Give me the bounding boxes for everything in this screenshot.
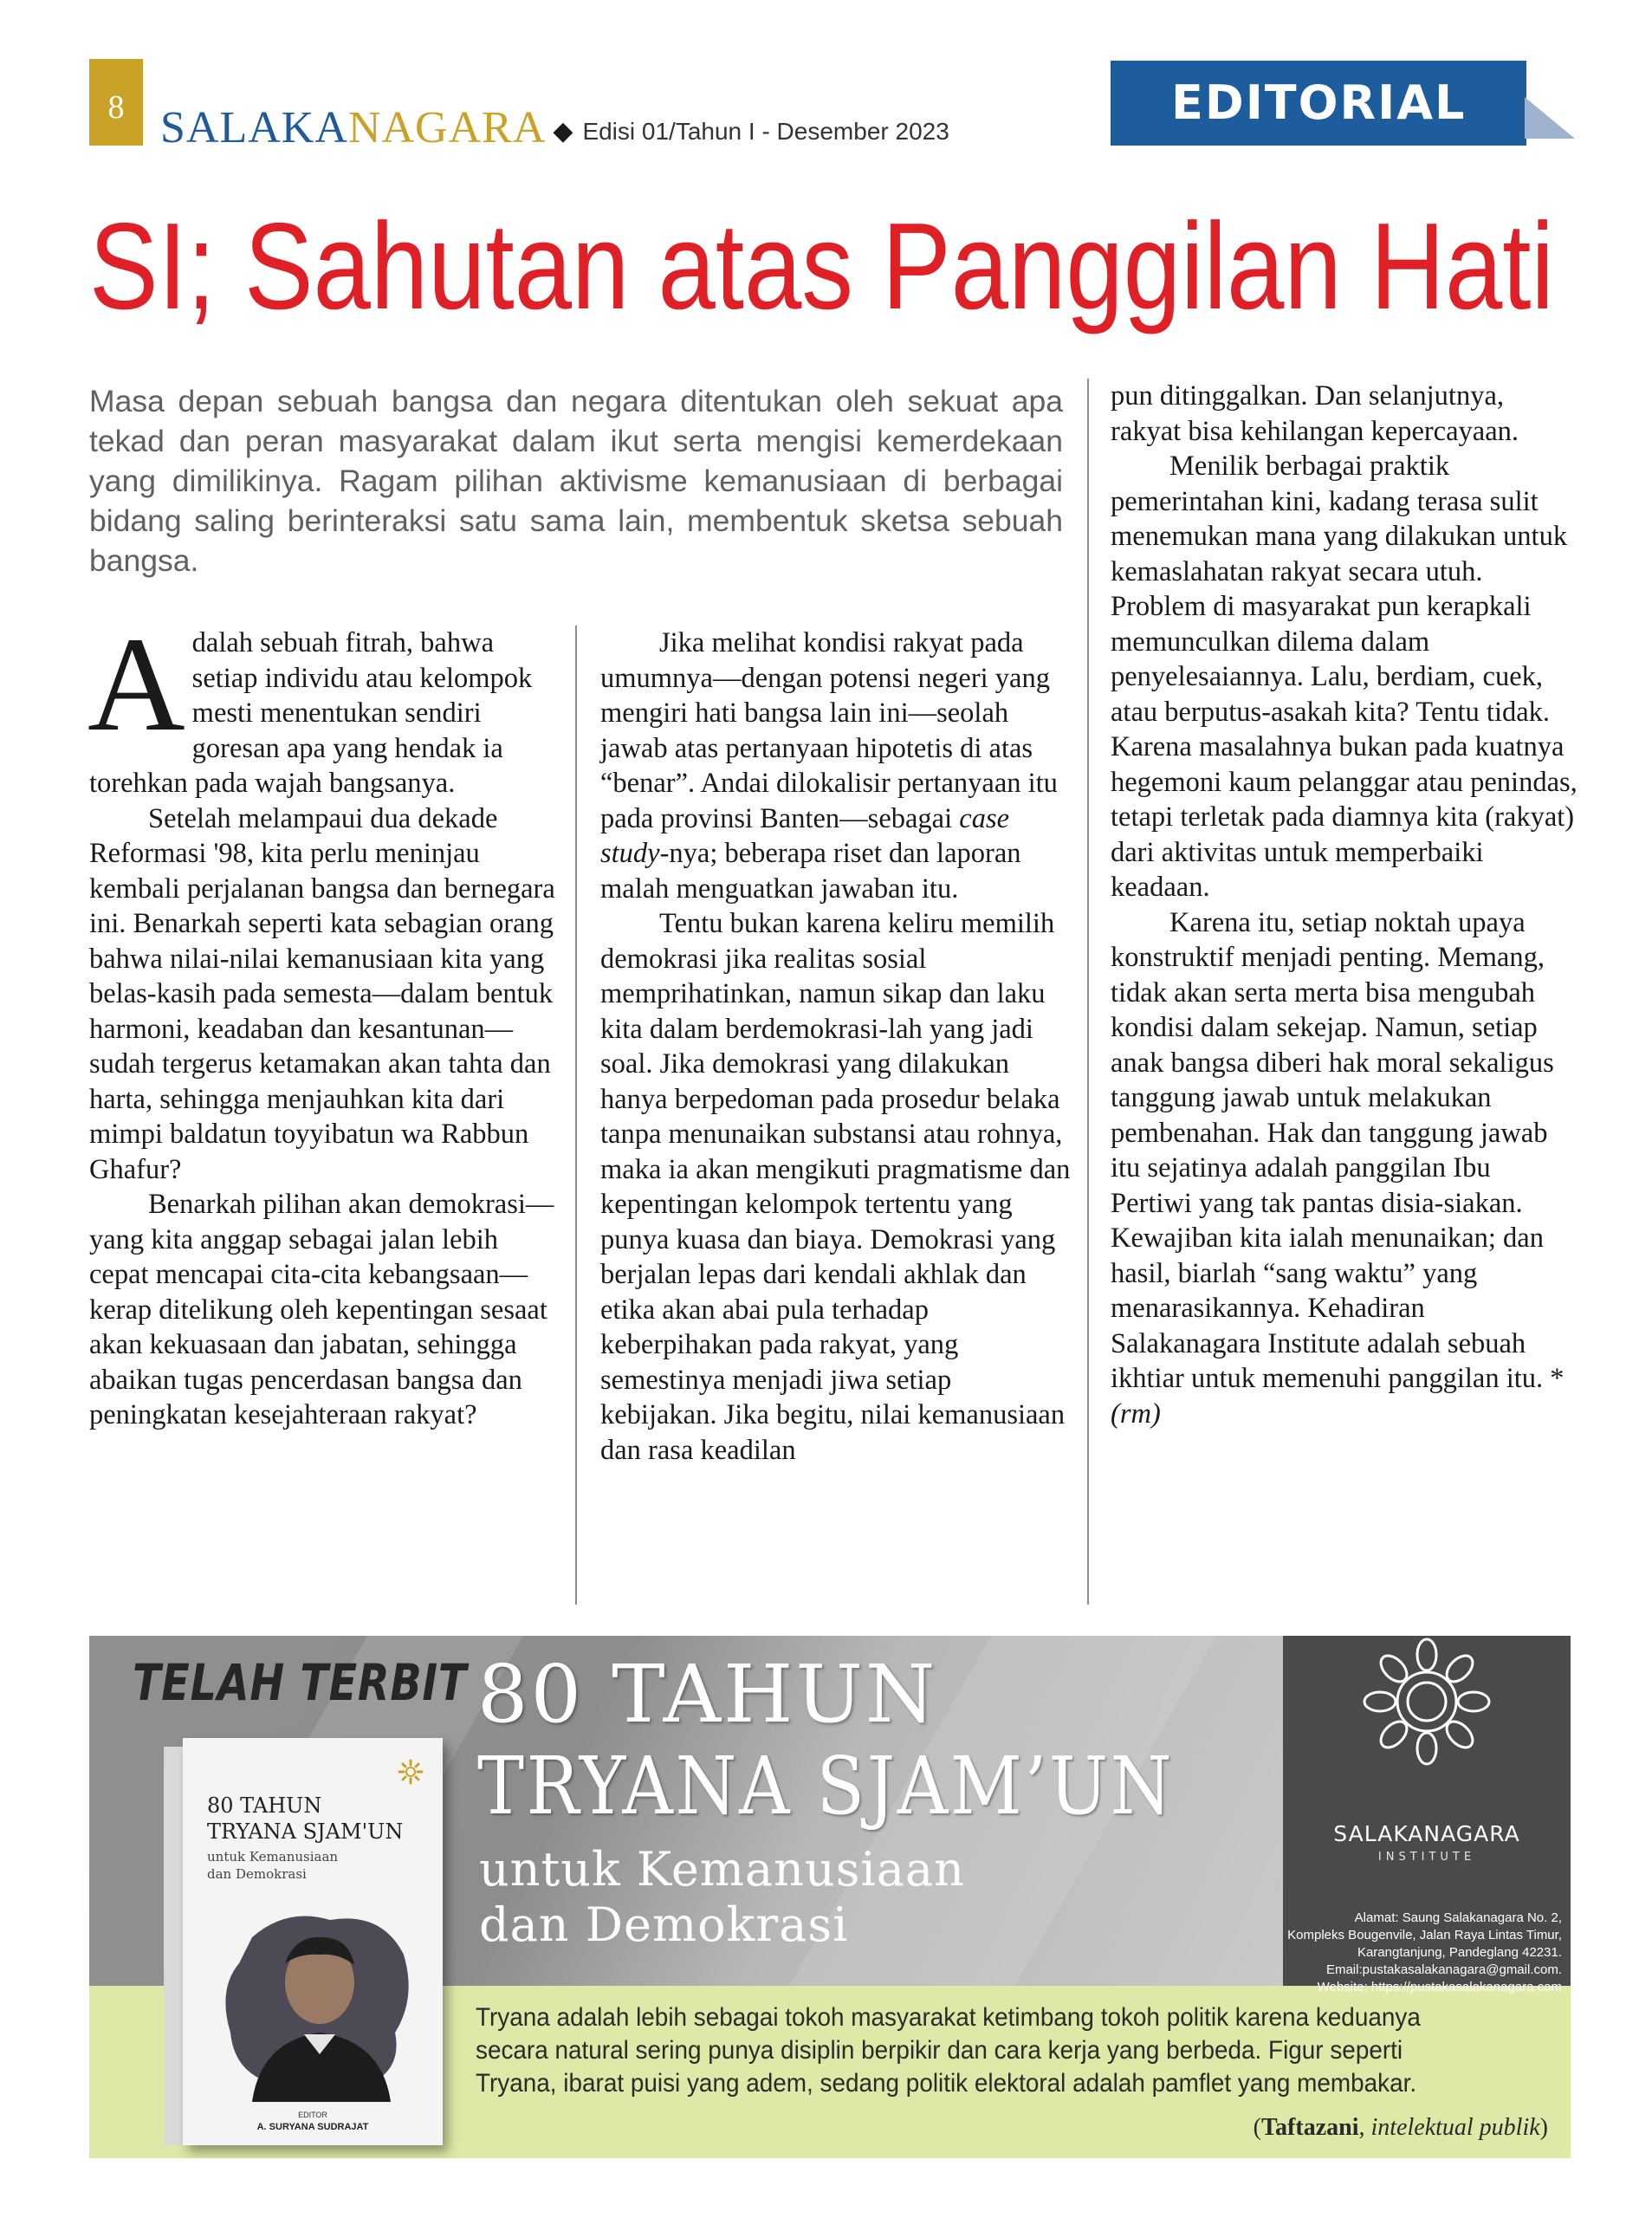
book-editor-label: EDITOR (298, 2111, 327, 2119)
masthead-salaka: SALAKA (160, 103, 348, 152)
institute-flower-logo-icon (1357, 1636, 1496, 1775)
ad-title-line2: TRYANA SJAM’UN (477, 1740, 1175, 1832)
masthead (160, 102, 949, 158)
drop-cap: A (87, 609, 185, 759)
book-subtitle-line2: dan Demokrasi (207, 1866, 307, 1882)
ad-kicker: TELAH TERBIT (133, 1653, 468, 1712)
book-editor-name: A. SURYANA SUDRAJAT (256, 2122, 369, 2132)
institute-email: Email:pustakasalakanagara@gmail.com. (1325, 1962, 1562, 1977)
article-lead: Masa depan sebuah bangsa dan negara ditentukan oleh sekuat apa tekad dan peran masyarakat dalam ikut serta mengisi kemerdekaan yang dimilikinya. Ragam pilihan aktivisme kemanusiaan di berbagai bidang saling berinteraksi satu sama lain, membentuk sketsa sebuah bangsa. (89, 384, 1063, 578)
author-portrait (217, 1903, 417, 2106)
book-spine (164, 1747, 185, 2145)
paragraph: Benarkah pilihan akan demokrasi—yang kita anggap sebagai jalan lebih cepat mencapai cita-cita kebangsaan—kerap ditelikung oleh kepentingan sesaat akan kekuasaan dan jabatan, sehingga abaikan tugas pencerdasan bangsa dan peningkatan kesejahteraan rakyat? (89, 1189, 554, 1430)
institute-subtitle: INSTITUTE (1377, 1851, 1476, 1864)
paragraph-text: dalah sebuah fitrah, bahwa setiap individu atau kelompok mesti menentukan sendiri goresan apa yang hendak ia torehkan pada wajah bangsanya. (89, 627, 533, 799)
edition-label: Edisi 01/Tahun I - Desember 2023 (582, 118, 949, 146)
sun-logo-icon (398, 1759, 424, 1789)
section-tab: EDITORIAL (1111, 61, 1526, 146)
institute-address-line: Karangtanjung, Pandeglang 42231. (1357, 1945, 1562, 1960)
author-signature: (rm) (1111, 1398, 1161, 1430)
testimonial-quote: Tryana adalah lebih sebagai tokoh masyarakat ketimbang tokoh politik karena keduanya secara natural sering punya disiplin berpikir dan cara kerja yang berbeda. Figur seperti Tryana, ibarat puisi yang adem, sedang politik elektoral adalah pamflet yang membakar. (476, 2003, 1421, 2098)
institute-website: Website: https://pustakasalakanagara.com (1317, 1980, 1562, 1994)
paragraph: Menilik berbagai praktik pemerintahan kini, kadang terasa sulit menemukan mana yang dilakukan untuk kemaslahatan rakyat secara utuh. Problem di masyarakat pun kerapkali memunculkan dilema dalam penyelesaiannya. Lalu, berdiam, cuek, atau berputus-asakah kita? Tentu tidak. Karena masalahnya bukan pada kuatnya hegemoni kaum pelanggar atau penindas, tetapi terletak pada diamnya kita (rakyat) dari aktivitas untuk memperbaiki keadaan. (1111, 451, 1577, 903)
book-advertisement (89, 1636, 1571, 2158)
book-title-line2: TRYANA SJAM'UN (207, 1819, 404, 1844)
paragraph-text: -nya; beberapa riset dan laporan malah menguatkan jawaban itu. (600, 838, 1021, 905)
book-subtitle-line1: untuk Kemanusiaan (207, 1849, 339, 1865)
masthead-nagara: NAGARA (347, 103, 547, 152)
article-column-1 (87, 609, 561, 1433)
book-title-line1: 80 TAHUN (207, 1793, 322, 1818)
institute-name: SALAKANAGARA (1333, 1821, 1520, 1846)
paragraph: Setelah melampaui dua dekade Reformasi '98, kita perlu meninjau kembali perjalanan bangsa dan bernegara ini. Benarkah seperti kata sebagian orang bahwa nilai-nilai kemanusiaan kita yang belas-kasih pada semesta—dalam bentuk harmoni, keadaban dan kesantunan—sudah tergerus ketamakan akan tahta dan harta, sehingga menjauhkan kita dari mimpi baldatun toyyibatun wa Rabbun Ghafur? (89, 802, 555, 1185)
institute-address-line: Kompleks Bougenvile, Jalan Raya Lintas Timur, (1287, 1928, 1562, 1942)
paragraph (600, 626, 1072, 906)
article-title: SI; Sahutan atas Panggilan Hati (89, 198, 1554, 335)
paragraph (1111, 905, 1578, 1432)
ad-subtitle-line2: dan Demokrasi (479, 1897, 849, 1952)
article-column-3 (1111, 379, 1578, 1431)
italic-term: case study (600, 802, 1010, 869)
column-divider (1087, 379, 1089, 1605)
section-tab-arrow (1525, 97, 1575, 139)
ad-subtitle-line1: untuk Kemanusiaan (479, 1842, 965, 1897)
ad-title-line1: 80 TAHUN (477, 1648, 938, 1741)
paragraph (87, 609, 561, 801)
book-cover (183, 1738, 443, 2145)
article-column-2 (600, 626, 1072, 1468)
quote-role: intelektual publik (1370, 2114, 1540, 2141)
testimonial-attribution: (Taftazani, intelektual publik) (1253, 2114, 1548, 2141)
paragraph: Tentu bukan karena keliru memilih demokrasi jika realitas sosial memprihatinkan, namun sikap dan laku kita dalam berdemokrasi-lah yang jadi soal. Jika demokrasi yang dilakukan hanya berpedoman pada prosedur belaka tanpa menunaikan substansi atau rohnya, maka ia akan mengikuti pragmatisme dan kepentingan kelompok tertentu yang punya kuasa dan biaya. Demokrasi yang berjalan lepas dari kendali akhlak dan etika akan abai pula terhadap keberpihakan pada rakyat, yang semestinya menjadi jiwa setiap kebijakan. Jika begitu, nilai kemanusiaan dan rasa keadilan (600, 908, 1071, 1466)
column-divider (575, 626, 577, 1605)
diamond-icon: ◆ (553, 117, 574, 146)
institute-address-line: Alamat: Saung Salakanagara No. 2, (1354, 1910, 1562, 1925)
paragraph: pun ditinggalkan. Dan selanjutnya, rakyat bisa kehilangan kepercayaan. (1111, 380, 1519, 447)
institute-panel (1283, 1636, 1571, 1994)
quote-author: Taftazani (1260, 2114, 1359, 2141)
paragraph-text: Karena itu, setiap noktah upaya konstruktif menjadi penting. Memang, tidak akan serta merta bisa mengubah kondisi dalam sekejap. Namun, setiap anak bangsa diberi hak moral sekaligus tanggung jawab untuk melakukan pembenahan. Hak dan tanggung jawab itu sejatinya adalah panggilan Ibu Pertiwi yang tak pantas disia-siakan. Kewajiban kita ialah menunaikan; dan hasil, biarlah “sang waktu” yang menarasikannya. Kehadiran Salakanagara Institute adalah sebuah ikhtiar untuk memenuhi panggilan itu. * (1111, 906, 1565, 1394)
page-number: 8 (89, 59, 143, 146)
paragraph-text: Jika melihat kondisi rakyat pada umumnya—dengan potensi negeri yang mengiri hati bangsa lain ini—seolah jawab atas pertanyaan hipotetis di atas “benar”. Andai dilokalisir pertanyaan itu pada provinsi Banten—sebagai (600, 627, 1058, 834)
